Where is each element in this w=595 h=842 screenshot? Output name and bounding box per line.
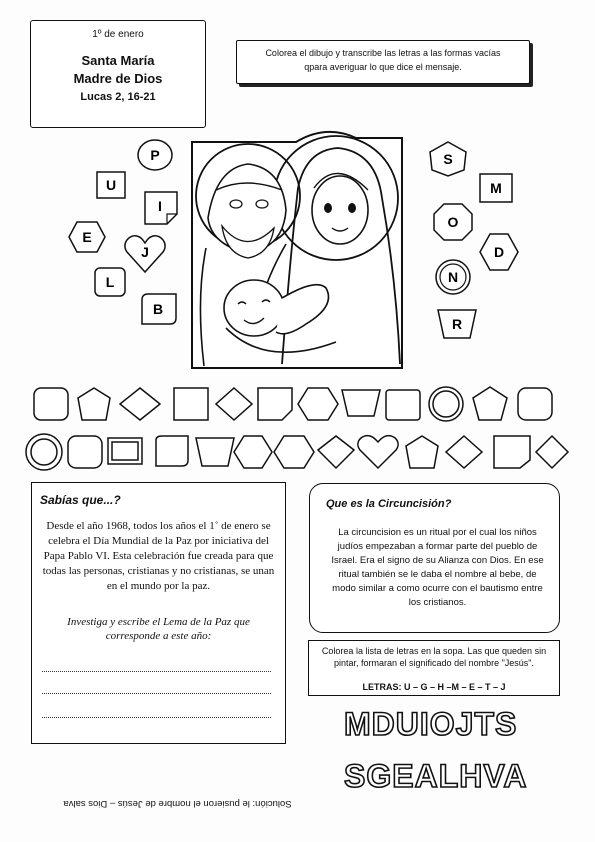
- gospel-reference: Lucas 2, 16-21: [80, 91, 156, 103]
- instructions-box: [236, 40, 530, 84]
- letter-n: N: [447, 269, 459, 285]
- holy-family-illustration: [186, 128, 408, 372]
- letter-shape-n[interactable]: [434, 258, 472, 296]
- letter-e: E: [82, 229, 92, 245]
- answer-line-3[interactable]: [42, 717, 271, 718]
- letter-shape-o[interactable]: [432, 202, 474, 242]
- letter-d: D: [493, 244, 505, 260]
- letter-shape-p[interactable]: [136, 138, 174, 172]
- letter-p: P: [150, 147, 160, 163]
- sabias-heading: Sabías que...?: [40, 493, 121, 507]
- letter-shape-d[interactable]: [478, 232, 520, 272]
- circuncision-body: La circuncision es un ritual por el cual los niños judíos empezaban a formar parte del pueblo de Israel. Era el signo de su Alianza con Dios. En ese ritual también se le daba el nombre al bebe, de modo similar a como ocurre con el bautismo entre los cristianos.: [331, 527, 544, 608]
- upside-down-solution: Solución: le pusieron el nombre de Jesús – Dios salva: [63, 798, 292, 809]
- letter-shape-m[interactable]: [478, 172, 514, 204]
- empty-shapes-row-2[interactable]: [22, 430, 570, 474]
- letter-i: I: [158, 198, 162, 214]
- feast-date: 1º de enero: [92, 29, 144, 40]
- instructions-line-2: qpara averiguar lo que dice el mensaje.: [304, 62, 462, 72]
- sabias-body: Desde el año 1968, todos los años el 1˚ de enero se celebra el Día Mundial de la Paz por iniciativa del Papa Pablo VI. Esta celebración fue creada para que todas las personas, cristianas y no cristianas, se unan en el mundo por la paz.: [42, 520, 275, 592]
- lema-question: Investiga y escribe el Lema de la Paz que corresponde a este año:: [67, 616, 250, 642]
- answer-line-2[interactable]: [42, 693, 271, 694]
- letter-j: J: [141, 244, 149, 260]
- letter-b: B: [152, 301, 164, 317]
- empty-shapes-row-1[interactable]: [30, 384, 565, 424]
- letter-shape-s[interactable]: [428, 140, 468, 178]
- letter-shape-e[interactable]: [67, 220, 107, 254]
- word-search-instructions: [308, 640, 560, 696]
- letter-shape-j[interactable]: [123, 232, 167, 274]
- instructions-line-1: Colorea el dibujo y transcribe las letras a las formas vacías: [265, 48, 501, 58]
- letter-m: M: [490, 180, 502, 196]
- letter-shape-i[interactable]: [143, 190, 179, 226]
- title-line-2: Madre de Dios: [73, 71, 163, 86]
- sabias-que-box: [31, 482, 286, 744]
- word-search-text: Colorea la lista de letras en la sopa. Las que queden sin pintar, formaran el significado del nombre "Jesús".: [321, 646, 547, 668]
- letter-u: U: [105, 177, 117, 193]
- letters-to-color: LETRAS: U – G – H –M – E – T – J: [362, 682, 506, 692]
- letter-s: S: [443, 151, 453, 167]
- title-box: [30, 20, 206, 128]
- circuncision-box: [309, 483, 560, 633]
- letter-l: L: [105, 274, 115, 290]
- puzzle-row-1[interactable]: MDUIOJTS: [344, 706, 518, 742]
- answer-line-1[interactable]: [42, 671, 271, 672]
- letter-o: O: [447, 214, 459, 230]
- puzzle-row-2[interactable]: SGEALHVA: [344, 758, 528, 794]
- title-line-1: Santa María: [81, 53, 155, 68]
- letter-r: R: [451, 316, 463, 332]
- letter-shape-l[interactable]: [93, 266, 127, 298]
- circuncision-heading: Que es la Circuncisión?: [326, 498, 452, 510]
- letter-shape-r[interactable]: [436, 308, 478, 340]
- letter-shape-b[interactable]: [140, 292, 178, 326]
- letter-shape-u[interactable]: [95, 170, 127, 200]
